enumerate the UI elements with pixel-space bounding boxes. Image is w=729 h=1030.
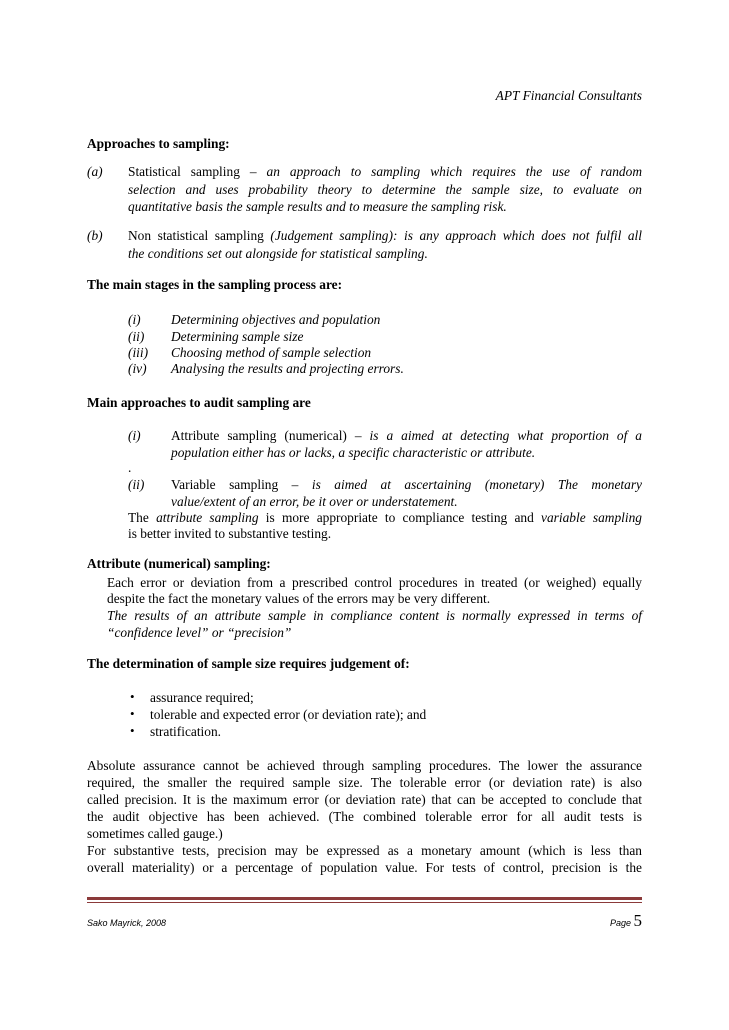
- bullet-icon: •: [130, 723, 135, 738]
- body-line: overall materiality) or a percentage of population value. For tests of control, precision is the: [87, 860, 642, 875]
- audit-heading: Main approaches to audit sampling are: [87, 395, 311, 410]
- bullet-icon: •: [130, 689, 135, 704]
- stages-heading: The main stages in the sampling process are:: [87, 277, 343, 292]
- body-line: For substantive tests, precision may be expressed as a monetary amount (which is less than: [87, 843, 642, 858]
- approach-a-line1: Statistical sampling – an approach to sampling which requires the use of random: [128, 164, 642, 179]
- bullet-icon: •: [130, 706, 135, 721]
- approach-b-line1: Non statistical sampling (Judgement sampling): is any approach which does not fulfil all: [128, 228, 642, 243]
- audit-ii-num: (ii): [128, 477, 145, 492]
- audit-note-line1: The attribute sampling is more appropriate to compliance testing and variable sampling: [128, 510, 642, 525]
- approach-b-label: (b): [87, 228, 103, 243]
- determination-bullet: assurance required;: [150, 690, 254, 705]
- attribute-line1: Each error or deviation from a prescribed control procedures in treated (or weighed) equally: [107, 575, 642, 590]
- approach-b-line2: the conditions set out alongside for statistical sampling.: [128, 246, 428, 261]
- audit-ii-line2: value/extent of an error, be it over or understatement.: [171, 494, 458, 509]
- determination-bullet: stratification.: [150, 724, 222, 739]
- stage-num: (iv): [128, 361, 147, 376]
- audit-i-num: (i): [128, 428, 141, 443]
- body-line: sometimes called gauge.): [87, 826, 223, 841]
- stage-num: (ii): [128, 329, 145, 344]
- body-line: called precision. It is the maximum error (or deviation rate) that can be accepted to conclude that: [87, 792, 642, 807]
- stage-text: Choosing method of sample selection: [171, 345, 372, 360]
- footer-page-label: Page: [609, 918, 631, 928]
- stage-num: (iii): [128, 345, 149, 360]
- stage-text: Analysing the results and projecting errors.: [171, 361, 404, 376]
- footer-rule-thin: [87, 902, 642, 903]
- approach-a-line3: quantitative basis the sample results and to measure the sampling risk.: [128, 199, 507, 214]
- footer-author: Sako Mayrick, 2008: [87, 918, 167, 928]
- approach-a-label: (a): [87, 164, 103, 179]
- audit-ii-line1: Variable sampling – is aimed at ascertaining (monetary) The monetary: [171, 477, 642, 492]
- body-line: the audit objective has been achieved. (The combined tolerable error for all audit tests is: [87, 809, 642, 824]
- footer-page-number: 5: [633, 911, 642, 930]
- stage-num: (i): [128, 312, 141, 327]
- audit-i-line2: population either has or lacks, a specific characteristic or attribute.: [171, 445, 536, 460]
- approach-a-line2: selection and uses probability theory to determine the sample size, to evaluate on: [128, 182, 642, 197]
- stage-text: Determining sample size: [171, 329, 304, 344]
- attribute-line4: “confidence level” or “precision”: [107, 625, 292, 640]
- footer-page: [560, 911, 642, 933]
- header-company: APT Financial Consultants: [495, 88, 642, 103]
- footer-rule: [87, 897, 642, 900]
- determination-heading: The determination of sample size requires judgement of:: [87, 656, 410, 671]
- approaches-heading: Approaches to sampling:: [87, 136, 230, 151]
- stage-text: Determining objectives and population: [171, 312, 381, 327]
- determination-bullet: tolerable and expected error (or deviation rate); and: [150, 707, 427, 722]
- audit-dot: .: [128, 460, 132, 475]
- body-line: Absolute assurance cannot be achieved through sampling procedures. The lower the assurance: [87, 758, 642, 773]
- body-line: required, the smaller the required sample size. The tolerable error (or deviation rate) is also: [87, 775, 642, 790]
- audit-note-line2: is better invited to substantive testing.: [128, 526, 332, 541]
- attribute-line2: despite the fact the monetary values of the errors may be very different.: [107, 591, 491, 606]
- attribute-line3: The results of an attribute sample in compliance content is normally expressed in terms of: [107, 608, 642, 623]
- attribute-heading: Attribute (numerical) sampling:: [87, 556, 271, 571]
- audit-i-line1: Attribute sampling (numerical) – is a aimed at detecting what proportion of a: [171, 428, 642, 443]
